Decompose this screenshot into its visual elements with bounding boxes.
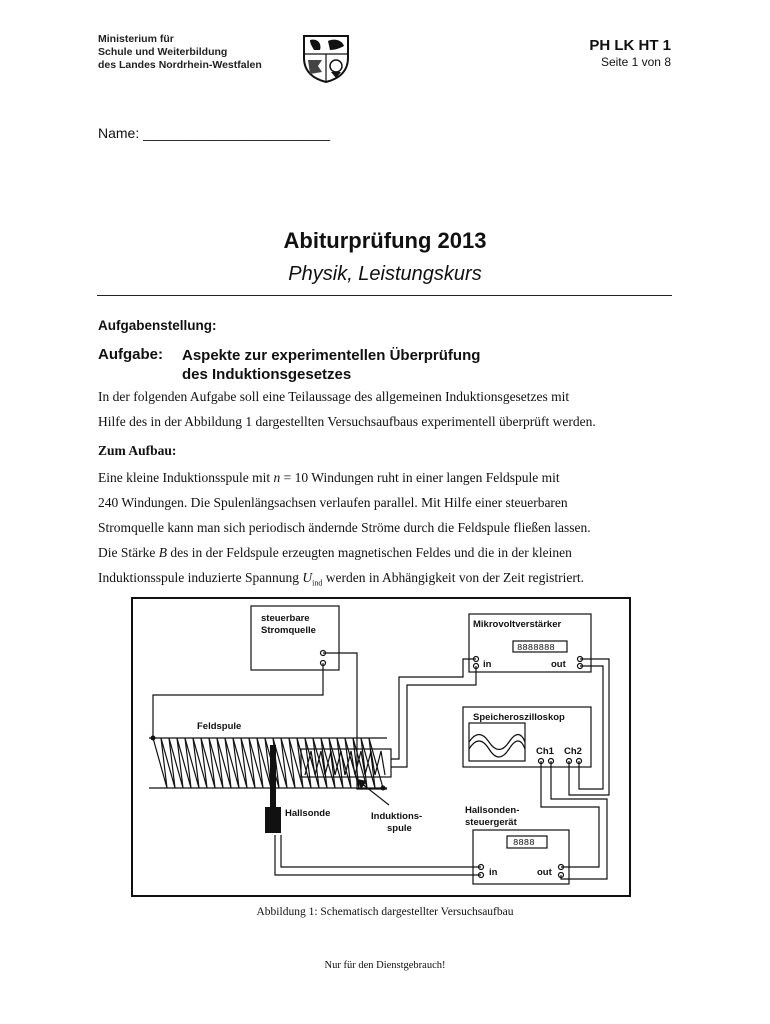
intro-paragraph [98, 384, 678, 434]
variable-u: U [302, 570, 313, 585]
intro-line: Hilfe des in der Abbildung 1 dargestellten Versuchsaufbaus experimentell überprüft werden. [98, 414, 596, 429]
page-subtitle: Physik, Leistungskurs [288, 263, 482, 285]
oscilloscope-label: Speicheroszilloskop [473, 712, 565, 723]
setup-heading: Zum Aufbau: [98, 443, 177, 458]
ministry-line: des Landes Nordrhein-Westfalen [98, 59, 262, 71]
hall-controller-label: steuergerät [465, 817, 517, 828]
power-source-label: steuerbare [261, 613, 310, 624]
variable-b: B [158, 545, 167, 560]
amplifier-display: 8888888 [517, 643, 555, 653]
hall-probe-sensor [265, 807, 281, 833]
hall-controller-out-label: out [537, 867, 552, 878]
induction-coil-label: spule [387, 823, 412, 834]
hall-controller-in-label: in [489, 867, 498, 878]
ch2-label: Ch2 [564, 746, 582, 757]
section-heading: Aufgabenstellung: [98, 318, 217, 333]
hall-controller-display: 8888 [513, 838, 535, 848]
task-title [182, 346, 602, 384]
setup-line: Induktionsspule induzierte Spannung $U_{ind}$ werden in Abhängigkeit von der Zeit registriert. [98, 570, 585, 588]
ministry-line: Schule und Weiterbildung [98, 46, 228, 58]
hall-probe-stick [270, 745, 276, 807]
amplifier-label: Mikrovoltverstärker [473, 619, 562, 630]
induction-coil-label: Induktions- [371, 811, 423, 822]
footer-note: Nur für den Dienstgebrauch! [324, 960, 446, 971]
power-source-label: Stromquelle [261, 625, 316, 636]
intro-line: In der folgenden Aufgabe soll eine Teilaussage des allgemeinen Induktionsgesetzes mit [98, 389, 570, 404]
task-title-line: Aspekte zur experimentellen Überprüfung [182, 347, 481, 364]
page-title: Abiturprüfung 2013 [283, 228, 487, 253]
exam-code: PH LK HT 1 [589, 37, 671, 54]
ch1-label: Ch1 [536, 746, 554, 757]
page-info: Seite 1 von 8 [600, 55, 671, 69]
amplifier-in-label: in [483, 659, 492, 670]
field-coil-label: Feldspule [197, 721, 242, 732]
variable-n: n [273, 470, 281, 485]
task-label: Aufgabe: [98, 346, 163, 363]
name-field: Name: ________________________ [98, 125, 330, 141]
setup-line: 240 Windungen. Die Spulenlängsachsen verlaufen parallel. Mit Hilfe einer steuerbaren [98, 495, 568, 510]
amplifier-out-label: out [551, 659, 566, 670]
setup-paragraph [98, 465, 678, 596]
hall-probe-label: Hallsonde [285, 808, 331, 819]
setup-line: Eine kleine Induktionsspule mit n = 10 Windungen ruht in einer langen Feldspule mit [98, 470, 560, 485]
figure-caption: Abbildung 1: Schematisch dargestellter Versuchsaufbau [256, 906, 514, 918]
setup-line: Die Stärke B des in der Feldspule erzeugten magnetischen Feldes und die in der kleinen [98, 545, 572, 560]
nrw-crest-icon [300, 32, 352, 84]
experiment-diagram [131, 597, 631, 897]
ministry-name [98, 33, 262, 72]
hall-controller-label: Hallsonden- [465, 805, 520, 816]
ministry-line: Ministerium für [98, 33, 174, 45]
task-title-line: des Induktionsgesetzes [182, 366, 352, 383]
setup-line: Stromquelle kann man sich periodisch ändernde Ströme durch die Feldspule fließen lassen. [98, 520, 591, 535]
title-divider [97, 295, 672, 296]
experiment-schematic [133, 599, 629, 895]
